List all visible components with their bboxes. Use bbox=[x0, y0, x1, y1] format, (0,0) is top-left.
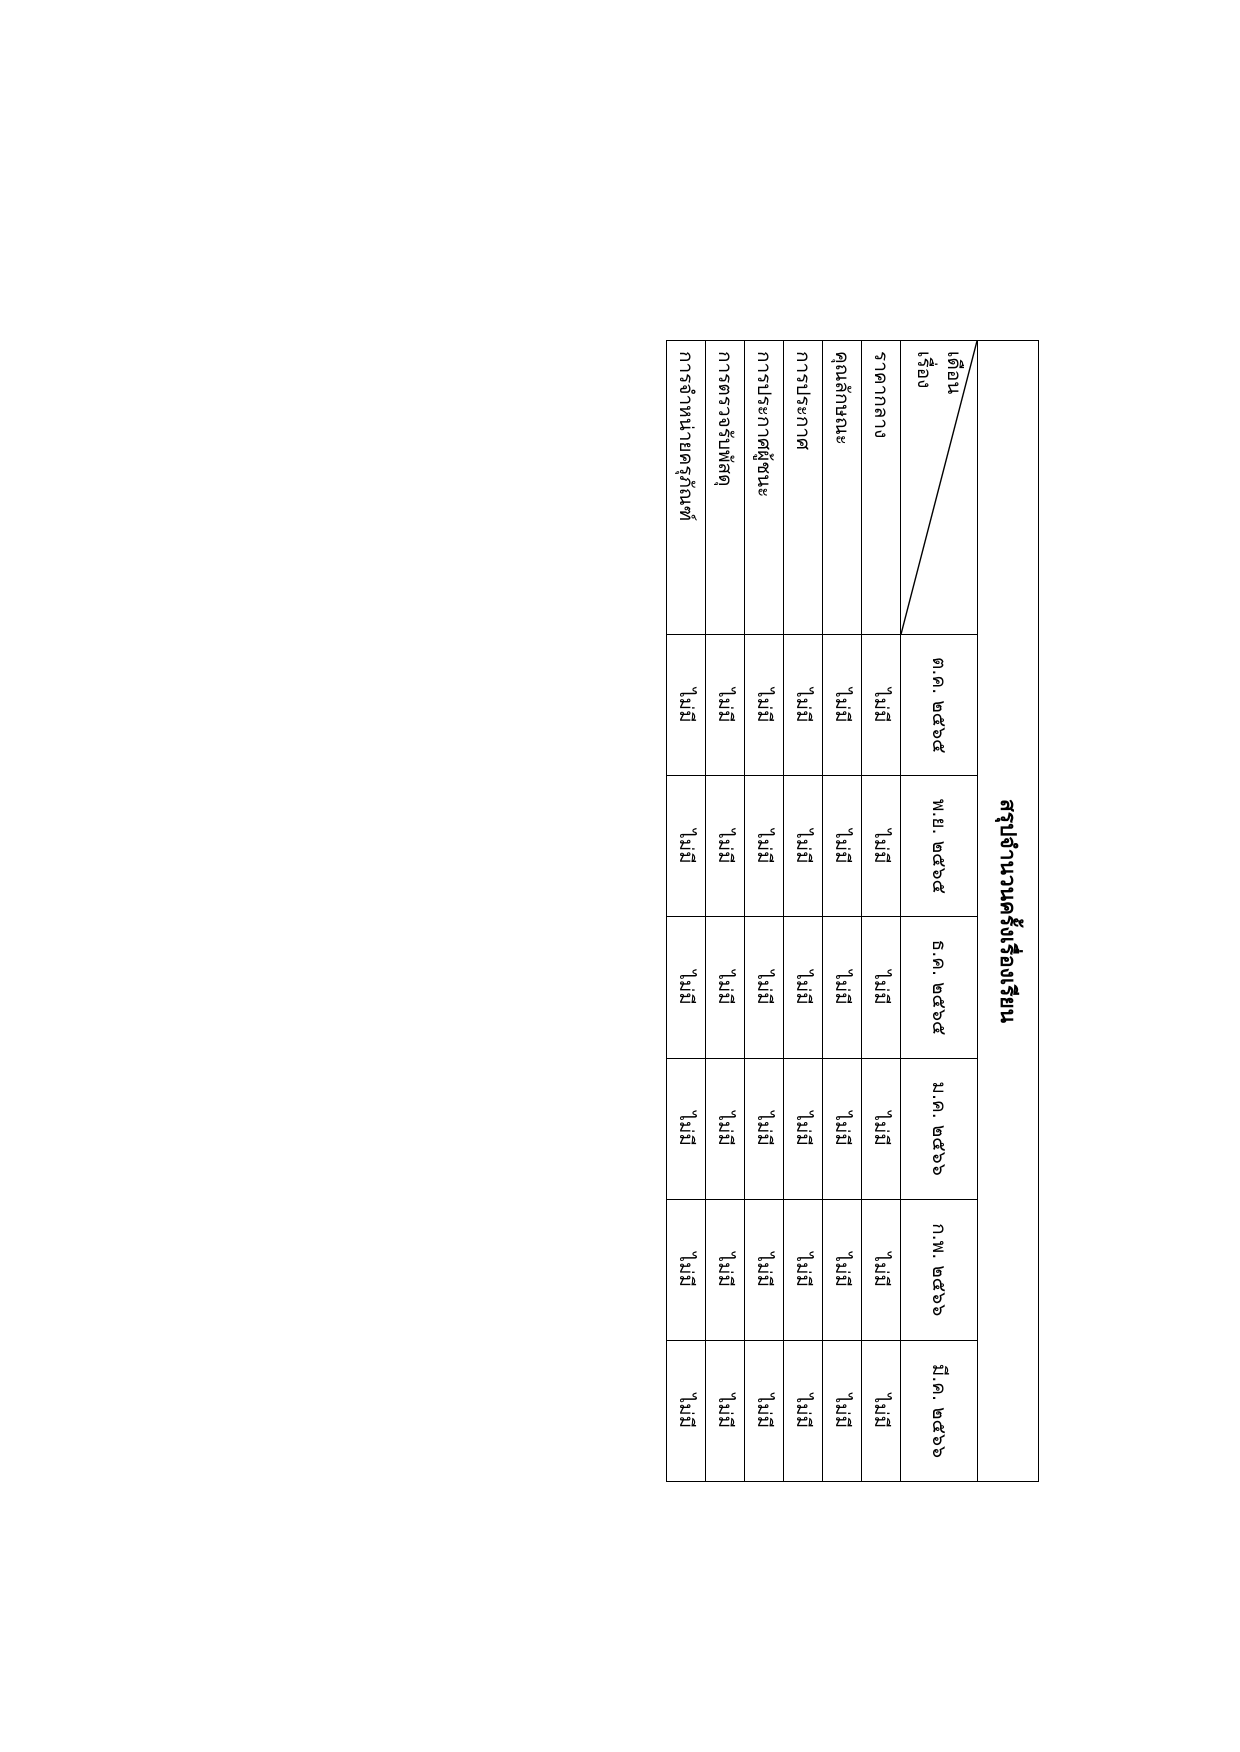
value-cell: ไม่มี bbox=[667, 917, 706, 1058]
table-row bbox=[667, 341, 706, 1482]
value-cell: ไม่มี bbox=[823, 1058, 862, 1199]
value-cell: ไม่มี bbox=[784, 635, 823, 776]
value-cell: ไม่มี bbox=[667, 776, 706, 917]
month-header-cell: ต.ค. ๒๕๖๕ bbox=[901, 635, 978, 776]
month-header-cell: ก.พ. ๒๕๖๖ bbox=[901, 1199, 978, 1340]
value-cell: ไม่มี bbox=[823, 635, 862, 776]
value-cell: ไม่มี bbox=[862, 776, 901, 917]
value-cell: ไม่มี bbox=[862, 1058, 901, 1199]
table-row bbox=[745, 341, 784, 1482]
topic-cell: คุณลักษณะ bbox=[823, 341, 862, 635]
month-header-cell: พ.ย. ๒๕๖๕ bbox=[901, 776, 978, 917]
value-cell: ไม่มี bbox=[862, 917, 901, 1058]
topic-cell: การประกาศผู้ชนะ bbox=[745, 341, 784, 635]
corner-header-cell bbox=[901, 341, 978, 635]
value-cell: ไม่มี bbox=[706, 1199, 745, 1340]
month-header-cell: ม.ค. ๒๕๖๖ bbox=[901, 1058, 978, 1199]
value-cell: ไม่มี bbox=[784, 1058, 823, 1199]
value-cell: ไม่มี bbox=[862, 635, 901, 776]
value-cell: ไม่มี bbox=[667, 1058, 706, 1199]
corner-topic-label: เรื่อง bbox=[913, 351, 935, 389]
value-cell: ไม่มี bbox=[823, 1340, 862, 1481]
value-cell: ไม่มี bbox=[745, 635, 784, 776]
table-row bbox=[823, 341, 862, 1482]
value-cell: ไม่มี bbox=[745, 1199, 784, 1340]
topic-cell: ราคากลาง bbox=[862, 341, 901, 635]
value-cell: ไม่มี bbox=[784, 1199, 823, 1340]
value-cell: ไม่มี bbox=[784, 1340, 823, 1481]
value-cell: ไม่มี bbox=[784, 776, 823, 917]
value-cell: ไม่มี bbox=[706, 917, 745, 1058]
header-row bbox=[901, 341, 978, 1482]
value-cell: ไม่มี bbox=[667, 1199, 706, 1340]
value-cell: ไม่มี bbox=[667, 1340, 706, 1481]
month-header-cell: ธ.ค. ๒๕๖๕ bbox=[901, 917, 978, 1058]
topic-cell: การตรวจรับพัสดุ bbox=[706, 341, 745, 635]
value-cell: ไม่มี bbox=[823, 776, 862, 917]
value-cell: ไม่มี bbox=[823, 917, 862, 1058]
value-cell: ไม่มี bbox=[706, 1058, 745, 1199]
value-cell: ไม่มี bbox=[862, 1199, 901, 1340]
corner-month-label: เดือน bbox=[943, 351, 965, 395]
month-header-cell: มี.ค. ๒๕๖๖ bbox=[901, 1340, 978, 1481]
value-cell: ไม่มี bbox=[706, 776, 745, 917]
table-row bbox=[784, 341, 823, 1482]
rotated-table-container bbox=[671, 340, 1039, 1482]
value-cell: ไม่มี bbox=[667, 635, 706, 776]
topic-cell: การประกาศ bbox=[784, 341, 823, 635]
table-row bbox=[706, 341, 745, 1482]
value-cell: ไม่มี bbox=[745, 1058, 784, 1199]
value-cell: ไม่มี bbox=[706, 1340, 745, 1481]
table-row bbox=[862, 341, 901, 1482]
value-cell: ไม่มี bbox=[862, 1340, 901, 1481]
value-cell: ไม่มี bbox=[706, 635, 745, 776]
value-cell: ไม่มี bbox=[823, 1199, 862, 1340]
value-cell: ไม่มี bbox=[784, 917, 823, 1058]
table-rotation-frame bbox=[671, 340, 1039, 1482]
table-title: สรุปจำนวนครั้งเรื่องเรียน bbox=[978, 341, 1039, 1482]
value-cell: ไม่มี bbox=[745, 1340, 784, 1481]
topic-cell: การจำหน่ายครุภัณฑ์ bbox=[667, 341, 706, 635]
value-cell: ไม่มี bbox=[745, 776, 784, 917]
summary-table bbox=[666, 340, 1039, 1482]
value-cell: ไม่มี bbox=[745, 917, 784, 1058]
